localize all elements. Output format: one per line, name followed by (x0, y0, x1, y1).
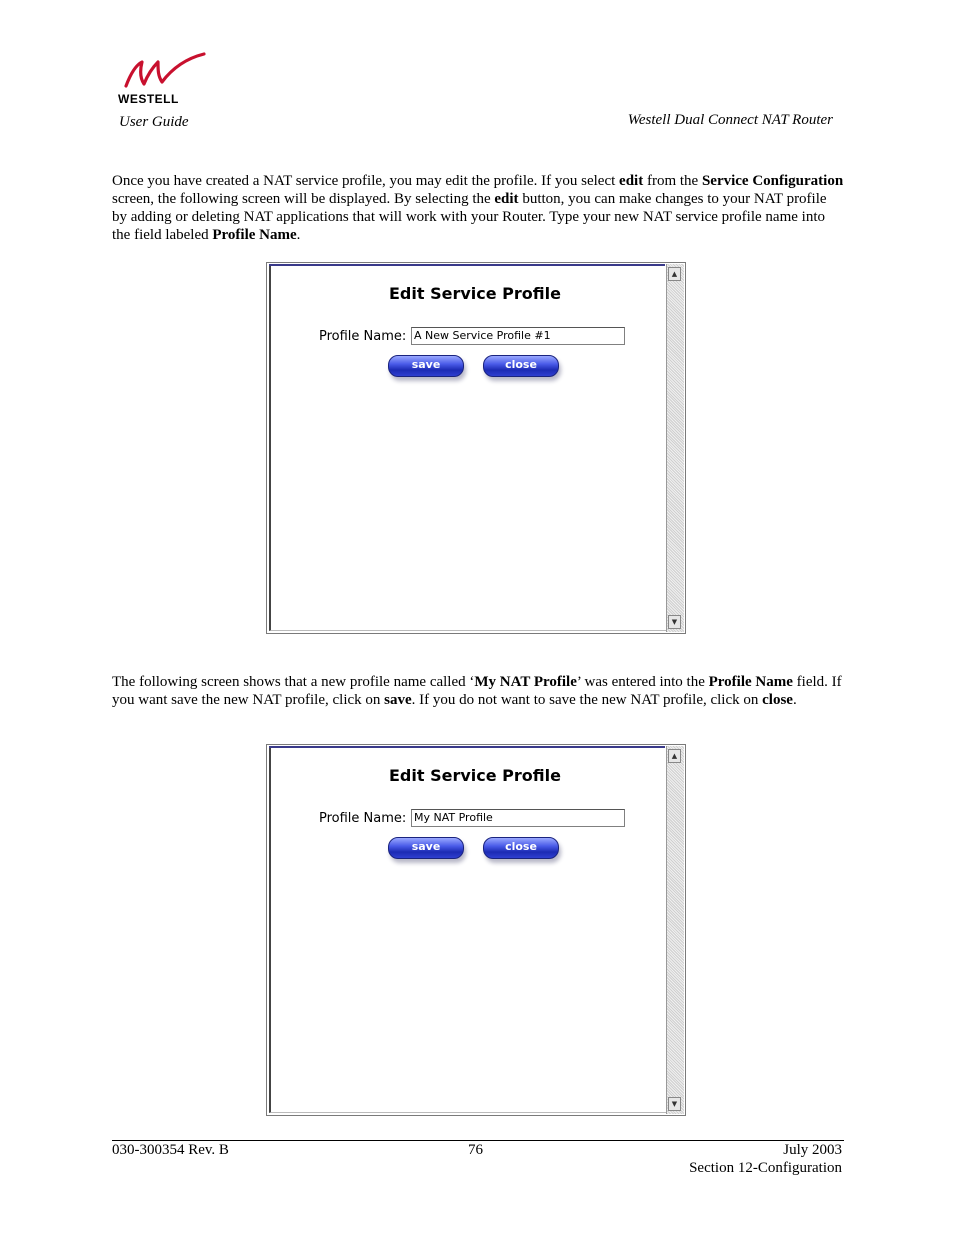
footer-doc-number: 030-300354 Rev. B (112, 1142, 229, 1158)
profile-name-label: Profile Name: (319, 329, 407, 344)
scroll-up-arrow-icon[interactable]: ▲ (668, 749, 681, 763)
westell-swoosh-icon (118, 52, 208, 94)
profile-name-input[interactable]: A New Service Profile #1 (411, 327, 625, 345)
footer-divider (112, 1140, 844, 1141)
close-button[interactable]: close (483, 837, 559, 859)
westell-logo (118, 52, 208, 110)
profile-name-input[interactable]: My NAT Profile (411, 809, 625, 827)
edit-service-profile-screen-1 (266, 262, 686, 634)
vertical-scrollbar[interactable] (666, 746, 684, 1114)
second-paragraph: The following screen shows that a new profile name called ‘My NAT Profile’ was entered into the Profile Name field. If you want save the new NAT profile, click on save. If you do not want to save the new NAT profile, click on close. (112, 674, 842, 708)
save-button[interactable]: save (388, 837, 464, 859)
edit-service-profile-screen-2 (266, 744, 686, 1116)
vertical-scrollbar[interactable] (666, 264, 684, 632)
scroll-down-arrow-icon[interactable]: ▼ (668, 615, 681, 629)
scroll-down-arrow-icon[interactable]: ▼ (668, 1097, 681, 1111)
screen-title: Edit Service Profile (389, 766, 561, 785)
scroll-up-arrow-icon[interactable]: ▲ (668, 267, 681, 281)
footer-section: Section 12-Configuration (689, 1160, 842, 1176)
footer-page-number: 76 (468, 1142, 483, 1158)
header-doc-type: User Guide (119, 114, 189, 130)
logo-wordmark: WESTELL (118, 92, 179, 106)
screen-title: Edit Service Profile (389, 284, 561, 303)
intro-paragraph: Once you have created a NAT service profile, you may edit the profile. If you select edit from the Service Configuration screen, the following screen will be displayed. By selecting the edit button, you can make changes to your NAT profile by adding or deleting NAT applications that will work with your Router. Type your new NAT service profile name into the field labeled Profile Name. (112, 173, 844, 243)
footer-date: July 2003 (783, 1142, 842, 1158)
header-product: Westell Dual Connect NAT Router (627, 112, 833, 128)
save-button[interactable]: save (388, 355, 464, 377)
close-button[interactable]: close (483, 355, 559, 377)
profile-name-label: Profile Name: (319, 811, 407, 826)
